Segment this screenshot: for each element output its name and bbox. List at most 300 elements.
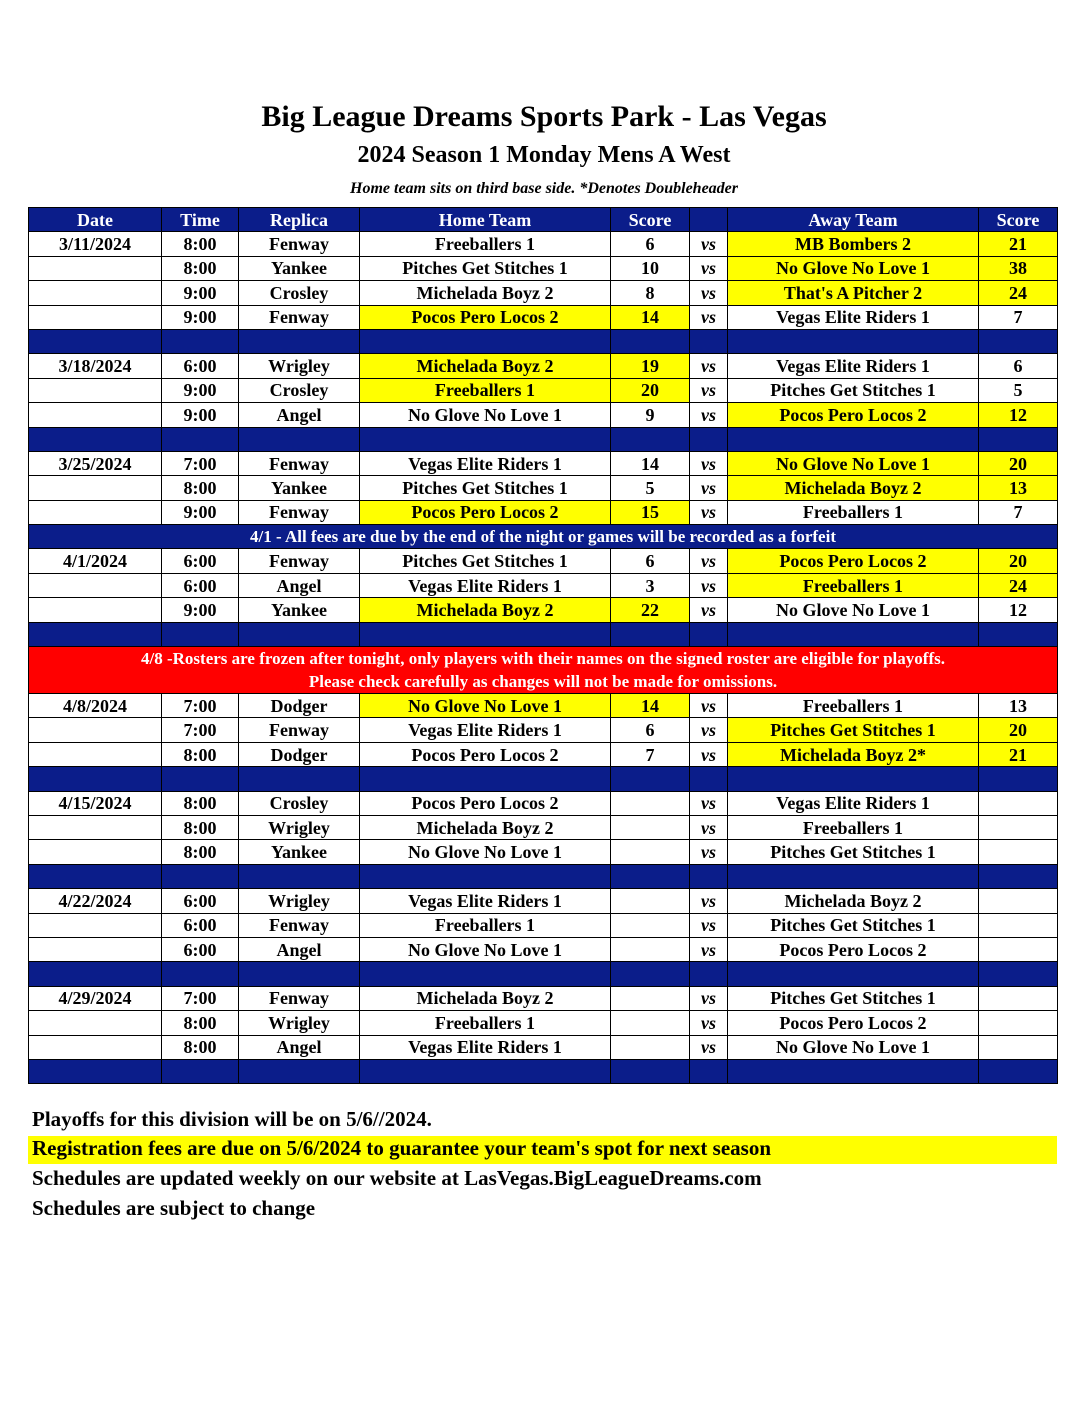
home-team: Vegas Elite Riders 1	[360, 889, 611, 913]
vs-label: vs	[690, 451, 728, 475]
separator-cell	[611, 864, 690, 888]
separator-cell	[360, 767, 611, 791]
home-score: 22	[611, 598, 690, 622]
game-field: Yankee	[239, 840, 360, 864]
game-field: Wrigley	[239, 815, 360, 839]
separator-cell	[979, 427, 1058, 451]
website-note: Schedules are updated weekly on our website at LasVegas.BigLeagueDreams.com	[32, 1166, 762, 1190]
home-team: Michelada Boyz 2	[360, 815, 611, 839]
game-time: 6:00	[162, 354, 239, 378]
away-score: 13	[979, 476, 1058, 500]
game-field: Fenway	[239, 549, 360, 573]
home-team: No Glove No Love 1	[360, 403, 611, 427]
game-row	[29, 305, 1058, 329]
separator-row	[29, 1059, 1058, 1083]
game-date	[29, 256, 162, 280]
away-team: Freeballers 1	[728, 500, 979, 524]
roster-alert-line-2: Please check carefully as changes will not be made for omissions.	[308, 672, 778, 692]
separator-cell	[239, 329, 360, 353]
separator-cell	[162, 622, 239, 646]
game-date	[29, 937, 162, 961]
away-team: Pitches Get Stitches 1	[728, 986, 979, 1010]
registration-note: Registration fees are due on 5/6/2024 to guarantee your team's spot for next season	[28, 1136, 1057, 1164]
fee-notice: 4/1 - All fees are due by the end of the night or games will be recorded as a forfeit	[29, 525, 1058, 549]
separator-cell	[979, 767, 1058, 791]
away-score: 21	[979, 742, 1058, 766]
separator-cell	[162, 427, 239, 451]
game-time: 6:00	[162, 573, 239, 597]
home-team: Pocos Pero Locos 2	[360, 305, 611, 329]
col-home-score: Score	[611, 208, 690, 232]
game-row	[29, 937, 1058, 961]
home-team: Michelada Boyz 2	[360, 598, 611, 622]
separator-cell	[979, 864, 1058, 888]
game-time: 9:00	[162, 403, 239, 427]
game-field: Yankee	[239, 598, 360, 622]
game-row	[29, 791, 1058, 815]
home-score	[611, 840, 690, 864]
separator-cell	[162, 767, 239, 791]
separator-cell	[239, 962, 360, 986]
away-score: 21	[979, 232, 1058, 256]
away-team: Freeballers 1	[728, 573, 979, 597]
game-date	[29, 573, 162, 597]
away-score: 24	[979, 573, 1058, 597]
away-team: Pocos Pero Locos 2	[728, 403, 979, 427]
game-time: 8:00	[162, 815, 239, 839]
separator-cell	[239, 864, 360, 888]
game-time: 9:00	[162, 378, 239, 402]
separator-row	[29, 962, 1058, 986]
game-row	[29, 718, 1058, 742]
vs-label: vs	[690, 549, 728, 573]
home-score	[611, 1035, 690, 1059]
separator-cell	[979, 1059, 1058, 1083]
away-team: Pitches Get Stitches 1	[728, 913, 979, 937]
separator-cell	[728, 864, 979, 888]
alert-row	[29, 647, 1058, 694]
game-time: 7:00	[162, 694, 239, 718]
away-score: 6	[979, 354, 1058, 378]
home-team: No Glove No Love 1	[360, 694, 611, 718]
vs-label: vs	[690, 1035, 728, 1059]
separator-cell	[162, 962, 239, 986]
separator-cell	[239, 1059, 360, 1083]
home-team: No Glove No Love 1	[360, 937, 611, 961]
col-replica: Replica	[239, 208, 360, 232]
home-score: 6	[611, 232, 690, 256]
game-row	[29, 378, 1058, 402]
game-field: Crosley	[239, 281, 360, 305]
separator-row	[29, 767, 1058, 791]
away-team: Pocos Pero Locos 2	[728, 937, 979, 961]
home-score	[611, 889, 690, 913]
separator-row	[29, 864, 1058, 888]
vs-label: vs	[690, 815, 728, 839]
away-team: Vegas Elite Riders 1	[728, 354, 979, 378]
vs-label: vs	[690, 354, 728, 378]
separator-cell	[360, 427, 611, 451]
separator-cell	[690, 427, 728, 451]
away-team: Pitches Get Stitches 1	[728, 378, 979, 402]
game-row	[29, 476, 1058, 500]
game-date: 4/29/2024	[29, 986, 162, 1010]
separator-cell	[29, 329, 162, 353]
separator-cell	[728, 962, 979, 986]
game-time: 8:00	[162, 256, 239, 280]
game-row	[29, 354, 1058, 378]
separator-row	[29, 329, 1058, 353]
page-title: Big League Dreams Sports Park - Las Vegas	[261, 100, 827, 133]
vs-label: vs	[690, 256, 728, 280]
away-team: Michelada Boyz 2	[728, 476, 979, 500]
away-score: 13	[979, 694, 1058, 718]
away-score	[979, 913, 1058, 937]
away-team: MB Bombers 2	[728, 232, 979, 256]
separator-cell	[728, 329, 979, 353]
separator-cell	[611, 767, 690, 791]
away-team: No Glove No Love 1	[728, 451, 979, 475]
away-score: 7	[979, 500, 1058, 524]
game-field: Wrigley	[239, 354, 360, 378]
game-row	[29, 403, 1058, 427]
away-score	[979, 1035, 1058, 1059]
away-score: 5	[979, 378, 1058, 402]
roster-alert	[29, 647, 1058, 694]
separator-cell	[611, 329, 690, 353]
game-time: 8:00	[162, 840, 239, 864]
away-score: 24	[979, 281, 1058, 305]
away-score	[979, 791, 1058, 815]
home-score: 14	[611, 451, 690, 475]
home-team: Freeballers 1	[360, 378, 611, 402]
home-score: 15	[611, 500, 690, 524]
vs-label: vs	[690, 718, 728, 742]
game-row	[29, 256, 1058, 280]
home-score	[611, 791, 690, 815]
home-score: 20	[611, 378, 690, 402]
home-score	[611, 815, 690, 839]
vs-label: vs	[690, 791, 728, 815]
notice-row	[29, 525, 1058, 549]
game-field: Angel	[239, 573, 360, 597]
game-field: Dodger	[239, 694, 360, 718]
game-time: 6:00	[162, 889, 239, 913]
game-field: Fenway	[239, 986, 360, 1010]
separator-cell	[690, 864, 728, 888]
game-date: 4/8/2024	[29, 694, 162, 718]
game-row	[29, 549, 1058, 573]
home-team: Pocos Pero Locos 2	[360, 500, 611, 524]
home-team: Michelada Boyz 2	[360, 281, 611, 305]
vs-label: vs	[690, 573, 728, 597]
game-date	[29, 598, 162, 622]
separator-cell	[29, 864, 162, 888]
separator-cell	[29, 1059, 162, 1083]
game-date	[29, 281, 162, 305]
home-team: Freeballers 1	[360, 1011, 611, 1035]
away-score: 12	[979, 403, 1058, 427]
game-field: Fenway	[239, 305, 360, 329]
separator-cell	[29, 767, 162, 791]
game-time: 8:00	[162, 791, 239, 815]
separator-cell	[979, 622, 1058, 646]
away-team: Michelada Boyz 2*	[728, 742, 979, 766]
home-team: Pitches Get Stitches 1	[360, 549, 611, 573]
game-date	[29, 913, 162, 937]
game-date: 4/15/2024	[29, 791, 162, 815]
home-score: 7	[611, 742, 690, 766]
schedule-note: Home team sits on third base side. *Denotes Doubleheader	[350, 180, 738, 197]
separator-cell	[690, 962, 728, 986]
game-time: 6:00	[162, 913, 239, 937]
playoffs-note: Playoffs for this division will be on 5/6//2024.	[32, 1107, 432, 1131]
game-time: 8:00	[162, 1011, 239, 1035]
home-team: Pocos Pero Locos 2	[360, 742, 611, 766]
away-score: 20	[979, 718, 1058, 742]
game-date	[29, 840, 162, 864]
away-score: 20	[979, 549, 1058, 573]
home-team: Vegas Elite Riders 1	[360, 1035, 611, 1059]
col-away-score: Score	[979, 208, 1058, 232]
home-score: 6	[611, 718, 690, 742]
game-field: Yankee	[239, 256, 360, 280]
home-team: Michelada Boyz 2	[360, 986, 611, 1010]
away-team: Vegas Elite Riders 1	[728, 791, 979, 815]
away-score	[979, 986, 1058, 1010]
vs-label: vs	[690, 305, 728, 329]
game-date: 4/22/2024	[29, 889, 162, 913]
game-date: 4/1/2024	[29, 549, 162, 573]
away-team: Vegas Elite Riders 1	[728, 305, 979, 329]
separator-cell	[239, 622, 360, 646]
vs-label: vs	[690, 598, 728, 622]
game-row	[29, 815, 1058, 839]
home-score	[611, 913, 690, 937]
away-team: Pitches Get Stitches 1	[728, 718, 979, 742]
game-row	[29, 694, 1058, 718]
home-team: Pitches Get Stitches 1	[360, 476, 611, 500]
away-score	[979, 937, 1058, 961]
separator-row	[29, 427, 1058, 451]
separator-cell	[360, 962, 611, 986]
game-time: 8:00	[162, 232, 239, 256]
away-team: That's A Pitcher 2	[728, 281, 979, 305]
separator-cell	[728, 427, 979, 451]
game-row	[29, 986, 1058, 1010]
game-field: Fenway	[239, 451, 360, 475]
game-field: Wrigley	[239, 1011, 360, 1035]
separator-cell	[728, 622, 979, 646]
vs-label: vs	[690, 913, 728, 937]
game-field: Angel	[239, 403, 360, 427]
vs-label: vs	[690, 889, 728, 913]
game-date	[29, 476, 162, 500]
col-vs	[690, 208, 728, 232]
away-score: 20	[979, 451, 1058, 475]
game-field: Fenway	[239, 500, 360, 524]
game-row	[29, 840, 1058, 864]
home-team: Vegas Elite Riders 1	[360, 573, 611, 597]
separator-cell	[690, 1059, 728, 1083]
col-away-team: Away Team	[728, 208, 979, 232]
page-subtitle: 2024 Season 1 Monday Mens A West	[357, 142, 731, 168]
separator-cell	[162, 1059, 239, 1083]
game-field: Angel	[239, 937, 360, 961]
separator-cell	[239, 767, 360, 791]
game-row	[29, 232, 1058, 256]
home-team: Vegas Elite Riders 1	[360, 451, 611, 475]
separator-cell	[360, 329, 611, 353]
away-score	[979, 815, 1058, 839]
home-score: 14	[611, 694, 690, 718]
game-date: 3/11/2024	[29, 232, 162, 256]
game-row	[29, 889, 1058, 913]
game-time: 6:00	[162, 937, 239, 961]
col-time: Time	[162, 208, 239, 232]
home-score	[611, 937, 690, 961]
col-home-team: Home Team	[360, 208, 611, 232]
vs-label: vs	[690, 937, 728, 961]
separator-cell	[239, 427, 360, 451]
change-note: Schedules are subject to change	[32, 1196, 316, 1220]
game-row	[29, 598, 1058, 622]
game-time: 9:00	[162, 281, 239, 305]
separator-cell	[728, 767, 979, 791]
vs-label: vs	[690, 378, 728, 402]
game-field: Fenway	[239, 913, 360, 937]
away-score: 7	[979, 305, 1058, 329]
vs-label: vs	[690, 694, 728, 718]
game-date: 3/18/2024	[29, 354, 162, 378]
home-team: Michelada Boyz 2	[360, 354, 611, 378]
separator-cell	[611, 1059, 690, 1083]
away-score	[979, 840, 1058, 864]
game-row	[29, 1035, 1058, 1059]
away-team: No Glove No Love 1	[728, 256, 979, 280]
vs-label: vs	[690, 986, 728, 1010]
separator-cell	[360, 1059, 611, 1083]
vs-label: vs	[690, 500, 728, 524]
vs-label: vs	[690, 232, 728, 256]
game-row	[29, 742, 1058, 766]
home-team: No Glove No Love 1	[360, 840, 611, 864]
home-score: 14	[611, 305, 690, 329]
away-score: 12	[979, 598, 1058, 622]
vs-label: vs	[690, 476, 728, 500]
away-score	[979, 889, 1058, 913]
game-row	[29, 281, 1058, 305]
game-field: Fenway	[239, 718, 360, 742]
separator-cell	[162, 864, 239, 888]
game-field: Yankee	[239, 476, 360, 500]
away-score	[979, 1011, 1058, 1035]
game-field: Crosley	[239, 791, 360, 815]
game-time: 7:00	[162, 451, 239, 475]
home-score	[611, 986, 690, 1010]
game-time: 9:00	[162, 598, 239, 622]
game-date	[29, 1011, 162, 1035]
separator-cell	[979, 329, 1058, 353]
away-score: 38	[979, 256, 1058, 280]
away-team: Pocos Pero Locos 2	[728, 1011, 979, 1035]
schedule-body	[29, 232, 1058, 1084]
game-date	[29, 378, 162, 402]
separator-cell	[29, 962, 162, 986]
game-time: 8:00	[162, 742, 239, 766]
game-date	[29, 718, 162, 742]
game-date	[29, 742, 162, 766]
game-row	[29, 913, 1058, 937]
game-date: 3/25/2024	[29, 451, 162, 475]
game-time: 8:00	[162, 476, 239, 500]
game-date	[29, 305, 162, 329]
separator-cell	[728, 1059, 979, 1083]
game-field: Dodger	[239, 742, 360, 766]
game-time: 8:00	[162, 1035, 239, 1059]
away-team: No Glove No Love 1	[728, 598, 979, 622]
separator-cell	[360, 622, 611, 646]
separator-cell	[611, 962, 690, 986]
game-time: 7:00	[162, 718, 239, 742]
game-field: Angel	[239, 1035, 360, 1059]
game-row	[29, 451, 1058, 475]
game-row	[29, 500, 1058, 524]
home-score: 6	[611, 549, 690, 573]
separator-cell	[690, 767, 728, 791]
separator-cell	[611, 622, 690, 646]
game-date	[29, 815, 162, 839]
separator-cell	[611, 427, 690, 451]
game-row	[29, 573, 1058, 597]
home-team: Freeballers 1	[360, 232, 611, 256]
game-time: 6:00	[162, 549, 239, 573]
game-time: 9:00	[162, 305, 239, 329]
game-date	[29, 403, 162, 427]
separator-cell	[29, 427, 162, 451]
separator-cell	[360, 864, 611, 888]
separator-row	[29, 622, 1058, 646]
game-time: 7:00	[162, 986, 239, 1010]
home-score: 3	[611, 573, 690, 597]
col-date: Date	[29, 208, 162, 232]
home-team: Freeballers 1	[360, 913, 611, 937]
vs-label: vs	[690, 840, 728, 864]
roster-alert-line-1: 4/8 -Rosters are frozen after tonight, only players with their names on the signed roster are eligible for playoffs.	[141, 649, 945, 669]
home-score: 19	[611, 354, 690, 378]
vs-label: vs	[690, 403, 728, 427]
away-team: Pitches Get Stitches 1	[728, 840, 979, 864]
away-team: Pocos Pero Locos 2	[728, 549, 979, 573]
home-team: Pocos Pero Locos 2	[360, 791, 611, 815]
separator-cell	[979, 962, 1058, 986]
separator-cell	[29, 622, 162, 646]
home-score: 10	[611, 256, 690, 280]
home-score: 5	[611, 476, 690, 500]
home-score: 9	[611, 403, 690, 427]
game-field: Wrigley	[239, 889, 360, 913]
game-row	[29, 1011, 1058, 1035]
vs-label: vs	[690, 281, 728, 305]
away-team: Freeballers 1	[728, 694, 979, 718]
separator-cell	[162, 329, 239, 353]
away-team: No Glove No Love 1	[728, 1035, 979, 1059]
vs-label: vs	[690, 1011, 728, 1035]
table-header-row	[29, 208, 1058, 232]
game-field: Fenway	[239, 232, 360, 256]
game-date	[29, 500, 162, 524]
game-field: Crosley	[239, 378, 360, 402]
